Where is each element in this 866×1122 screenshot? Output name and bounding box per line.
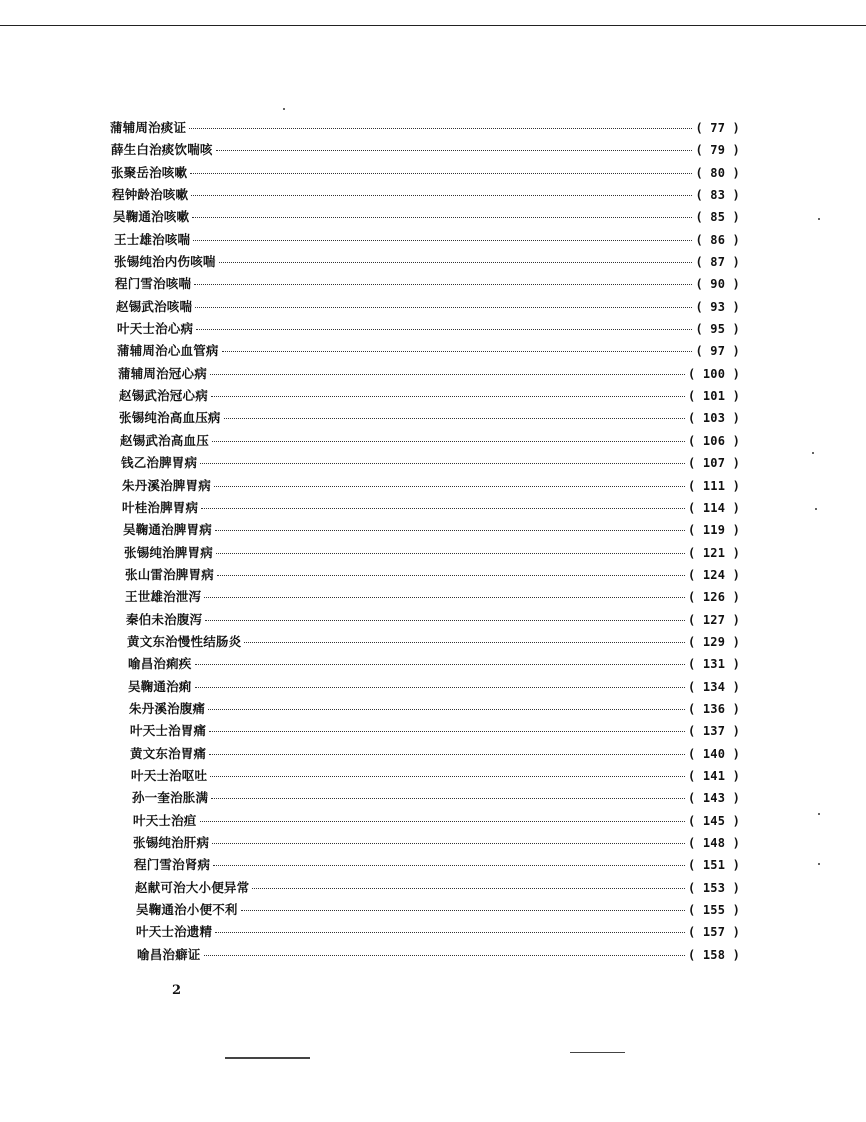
toc-dot-leader: [216, 149, 693, 151]
toc-entry-page: ( 137 ): [688, 724, 740, 739]
toc-entry-title: 程门雪治肾病: [134, 857, 211, 873]
toc-dot-leader: [219, 261, 693, 263]
toc-entry: [110, 318, 740, 340]
toc-entry: [110, 452, 740, 474]
toc-dot-leader: [201, 507, 685, 509]
toc-entry-title: 赵锡武治冠心病: [119, 388, 208, 404]
toc-entry-title: 叶天士治心病: [117, 321, 194, 337]
scan-speck: [818, 863, 820, 865]
toc-dot-leader: [211, 797, 685, 799]
toc-entry-page: ( 158 ): [688, 947, 740, 962]
toc-entry: [110, 475, 740, 497]
toc-entry-title: 吴鞠通治脾胃病: [123, 522, 212, 538]
toc-entry-title: 吴鞠通治小便不利: [136, 902, 238, 918]
toc-entry-title: 蒲辅周治心血管病: [117, 343, 219, 359]
toc-dot-leader: [196, 328, 692, 330]
toc-entry-title: 张山雷治脾胃病: [125, 566, 214, 582]
toc-dot-leader: [195, 686, 686, 688]
toc-entry-title: 孙一奎治胀满: [132, 790, 209, 806]
toc-entry-title: 朱丹溪治脾胃病: [122, 477, 211, 493]
toc-entry: [110, 921, 740, 943]
toc-entry: [110, 497, 740, 519]
toc-entry: [110, 854, 740, 876]
toc-entry-page: ( 131 ): [688, 657, 740, 672]
scan-speck: [812, 452, 814, 454]
page-number: 2: [172, 983, 182, 998]
toc-entry-page: ( 80 ): [695, 165, 740, 180]
toc-entry: [110, 631, 740, 653]
toc-entry-title: 叶桂治脾胃病: [122, 499, 199, 515]
toc-dot-leader: [212, 842, 685, 844]
toc-entry: [110, 586, 740, 608]
toc-entry-page: ( 151 ): [688, 858, 740, 873]
table-of-contents: [110, 117, 740, 966]
toc-entry-page: ( 124 ): [688, 567, 740, 582]
toc-entry-page: ( 145 ): [688, 813, 740, 828]
toc-entry-title: 叶天士治呕吐: [131, 767, 208, 783]
toc-entry-page: ( 103 ): [688, 411, 740, 426]
toc-entry-page: ( 127 ): [688, 612, 740, 627]
toc-entry-title: 程门雪治咳喘: [115, 276, 192, 292]
toc-entry: [110, 184, 740, 206]
toc-dot-leader: [244, 641, 685, 643]
toc-entry: [110, 407, 740, 429]
toc-dot-leader: [211, 395, 685, 397]
toc-entry-page: ( 107 ): [688, 456, 740, 471]
scan-artifact-right: [570, 1052, 625, 1053]
toc-dot-leader: [215, 931, 685, 933]
toc-entry-title: 张锡纯治高血压病: [119, 410, 221, 426]
toc-entry: [110, 139, 740, 161]
toc-entry: [110, 787, 740, 809]
toc-dot-leader: [210, 373, 685, 375]
toc-entry: [110, 609, 740, 631]
toc-entry-title: 叶天士治遗精: [136, 924, 213, 940]
toc-entry: [110, 162, 740, 184]
toc-entry: [110, 229, 740, 251]
toc-entry-page: ( 157 ): [688, 925, 740, 940]
toc-entry-title: 朱丹溪治腹痛: [129, 700, 206, 716]
toc-dot-leader: [204, 954, 686, 956]
toc-dot-leader: [200, 462, 685, 464]
toc-dot-leader: [224, 417, 685, 419]
toc-entry: [110, 340, 740, 362]
toc-entry-title: 吴鞠通治咳嗽: [113, 209, 190, 225]
toc-entry: [110, 430, 740, 452]
toc-entry-title: 秦伯未治腹泻: [126, 611, 203, 627]
toc-entry: [110, 944, 740, 966]
toc-entry: [110, 564, 740, 586]
toc-entry-title: 王士雄治咳喘: [114, 231, 191, 247]
scan-speck: [818, 218, 820, 220]
toc-entry: [110, 385, 740, 407]
toc-entry-page: ( 114 ): [688, 500, 740, 515]
toc-entry: [110, 542, 740, 564]
toc-dot-leader: [192, 216, 692, 218]
toc-entry-title: 蒲辅周治痰证: [110, 120, 187, 135]
toc-entry-page: ( 140 ): [688, 746, 740, 761]
toc-entry: [110, 899, 740, 921]
toc-dot-leader: [252, 887, 685, 889]
toc-entry-title: 赵献可治大小便异常: [135, 879, 250, 895]
toc-entry-page: ( 93 ): [695, 299, 740, 314]
toc-entry: [110, 296, 740, 318]
toc-dot-leader: [189, 127, 692, 129]
toc-entry-title: 黄文东治慢性结肠炎: [127, 633, 242, 649]
toc-entry-title: 张锡纯治肝病: [133, 835, 210, 850]
toc-entry: [110, 676, 740, 698]
toc-entry-page: ( 86 ): [695, 232, 740, 247]
toc-entry-page: ( 126 ): [688, 590, 740, 605]
toc-entry: [110, 810, 740, 832]
toc-dot-leader: [212, 440, 685, 442]
toc-entry-page: ( 153 ): [688, 880, 740, 895]
toc-dot-leader: [217, 574, 685, 576]
toc-entry-page: ( 148 ): [688, 836, 740, 850]
toc-dot-leader: [222, 350, 693, 352]
toc-entry-title: 薛生白治痰饮喘咳: [111, 142, 213, 158]
top-rule: [0, 25, 866, 26]
toc-entry-page: ( 136 ): [688, 701, 740, 716]
toc-entry: [110, 720, 740, 742]
toc-entry-page: ( 101 ): [688, 389, 740, 404]
toc-entry-page: ( 83 ): [695, 188, 740, 203]
toc-entry-page: ( 97 ): [695, 344, 740, 359]
toc-entry-title: 蒲辅周治冠心病: [118, 365, 207, 381]
toc-entry-title: 喻昌治痢疾: [128, 656, 192, 672]
toc-entry-page: ( 134 ): [688, 679, 740, 694]
toc-entry-title: 张锡纯治内伤咳喘: [114, 254, 216, 270]
toc-entry-title: 叶天士治胃痛: [130, 723, 207, 739]
toc-entry: [110, 206, 740, 228]
toc-entry-page: ( 129 ): [688, 634, 740, 649]
toc-entry-page: ( 141 ): [688, 768, 740, 783]
toc-dot-leader: [215, 529, 685, 531]
toc-entry-page: ( 119 ): [688, 523, 740, 538]
toc-dot-leader: [208, 708, 685, 710]
toc-entry-page: ( 95 ): [695, 322, 740, 337]
toc-entry-page: ( 90 ): [695, 277, 740, 292]
toc-dot-leader: [200, 820, 686, 822]
toc-dot-leader: [195, 306, 692, 308]
toc-entry-title: 程钟龄治咳嗽: [112, 187, 189, 203]
toc-entry: [110, 765, 740, 787]
toc-entry: [110, 877, 740, 899]
toc-entry-page: ( 143 ): [688, 791, 740, 806]
toc-dot-leader: [204, 596, 685, 598]
toc-entry-title: 王世雄治泄泻: [125, 589, 202, 605]
toc-entry: [110, 117, 740, 139]
scan-artifact-left: [225, 1057, 310, 1059]
toc-dot-leader: [213, 864, 685, 866]
toc-dot-leader: [210, 775, 685, 777]
scan-speck: [815, 508, 817, 510]
toc-dot-leader: [209, 753, 685, 755]
toc-entry: [110, 698, 740, 720]
toc-dot-leader: [214, 485, 685, 487]
toc-entry-page: ( 79 ): [695, 143, 740, 158]
toc-dot-leader: [190, 172, 692, 174]
toc-dot-leader: [216, 552, 685, 554]
toc-entry-title: 喻昌治癖证: [137, 946, 201, 962]
toc-dot-leader: [209, 730, 685, 732]
toc-entry-title: 叶天士治疸: [133, 812, 197, 828]
toc-entry-page: ( 111 ): [688, 478, 740, 493]
toc-entry-title: 张锡纯治脾胃病: [124, 544, 213, 560]
toc-dot-leader: [205, 619, 685, 621]
toc-entry-page: ( 85 ): [695, 210, 740, 225]
scan-speck: [283, 108, 285, 110]
toc-entry-title: 吴鞠通治痢: [128, 678, 192, 694]
toc-entry-title: 钱乙治脾胃病: [121, 455, 198, 471]
toc-entry-page: ( 155 ): [688, 903, 740, 918]
toc-entry-title: 赵锡武治咳喘: [116, 298, 193, 314]
toc-dot-leader: [195, 663, 686, 665]
toc-entry-title: 黄文东治胃痛: [130, 745, 207, 761]
toc-entry: [110, 251, 740, 273]
toc-entry-page: ( 77 ): [695, 121, 740, 135]
toc-dot-leader: [194, 283, 692, 285]
toc-entry: [110, 743, 740, 765]
toc-entry: [110, 363, 740, 385]
toc-dot-leader: [191, 194, 692, 196]
toc-entry-title: 张聚岳治咳嗽: [111, 164, 188, 180]
toc-entry: [110, 273, 740, 295]
scan-speck: [818, 813, 820, 815]
toc-entry-page: ( 100 ): [688, 366, 740, 381]
toc-entry: [110, 653, 740, 675]
toc-dot-leader: [241, 909, 685, 911]
toc-dot-leader: [193, 239, 692, 241]
toc-entry-title: 赵锡武治高血压: [120, 432, 209, 448]
toc-entry-page: ( 87 ): [695, 255, 740, 270]
toc-entry-page: ( 106 ): [688, 433, 740, 448]
toc-entry: [110, 832, 740, 854]
toc-entry: [110, 519, 740, 541]
toc-entry-page: ( 121 ): [688, 545, 740, 560]
